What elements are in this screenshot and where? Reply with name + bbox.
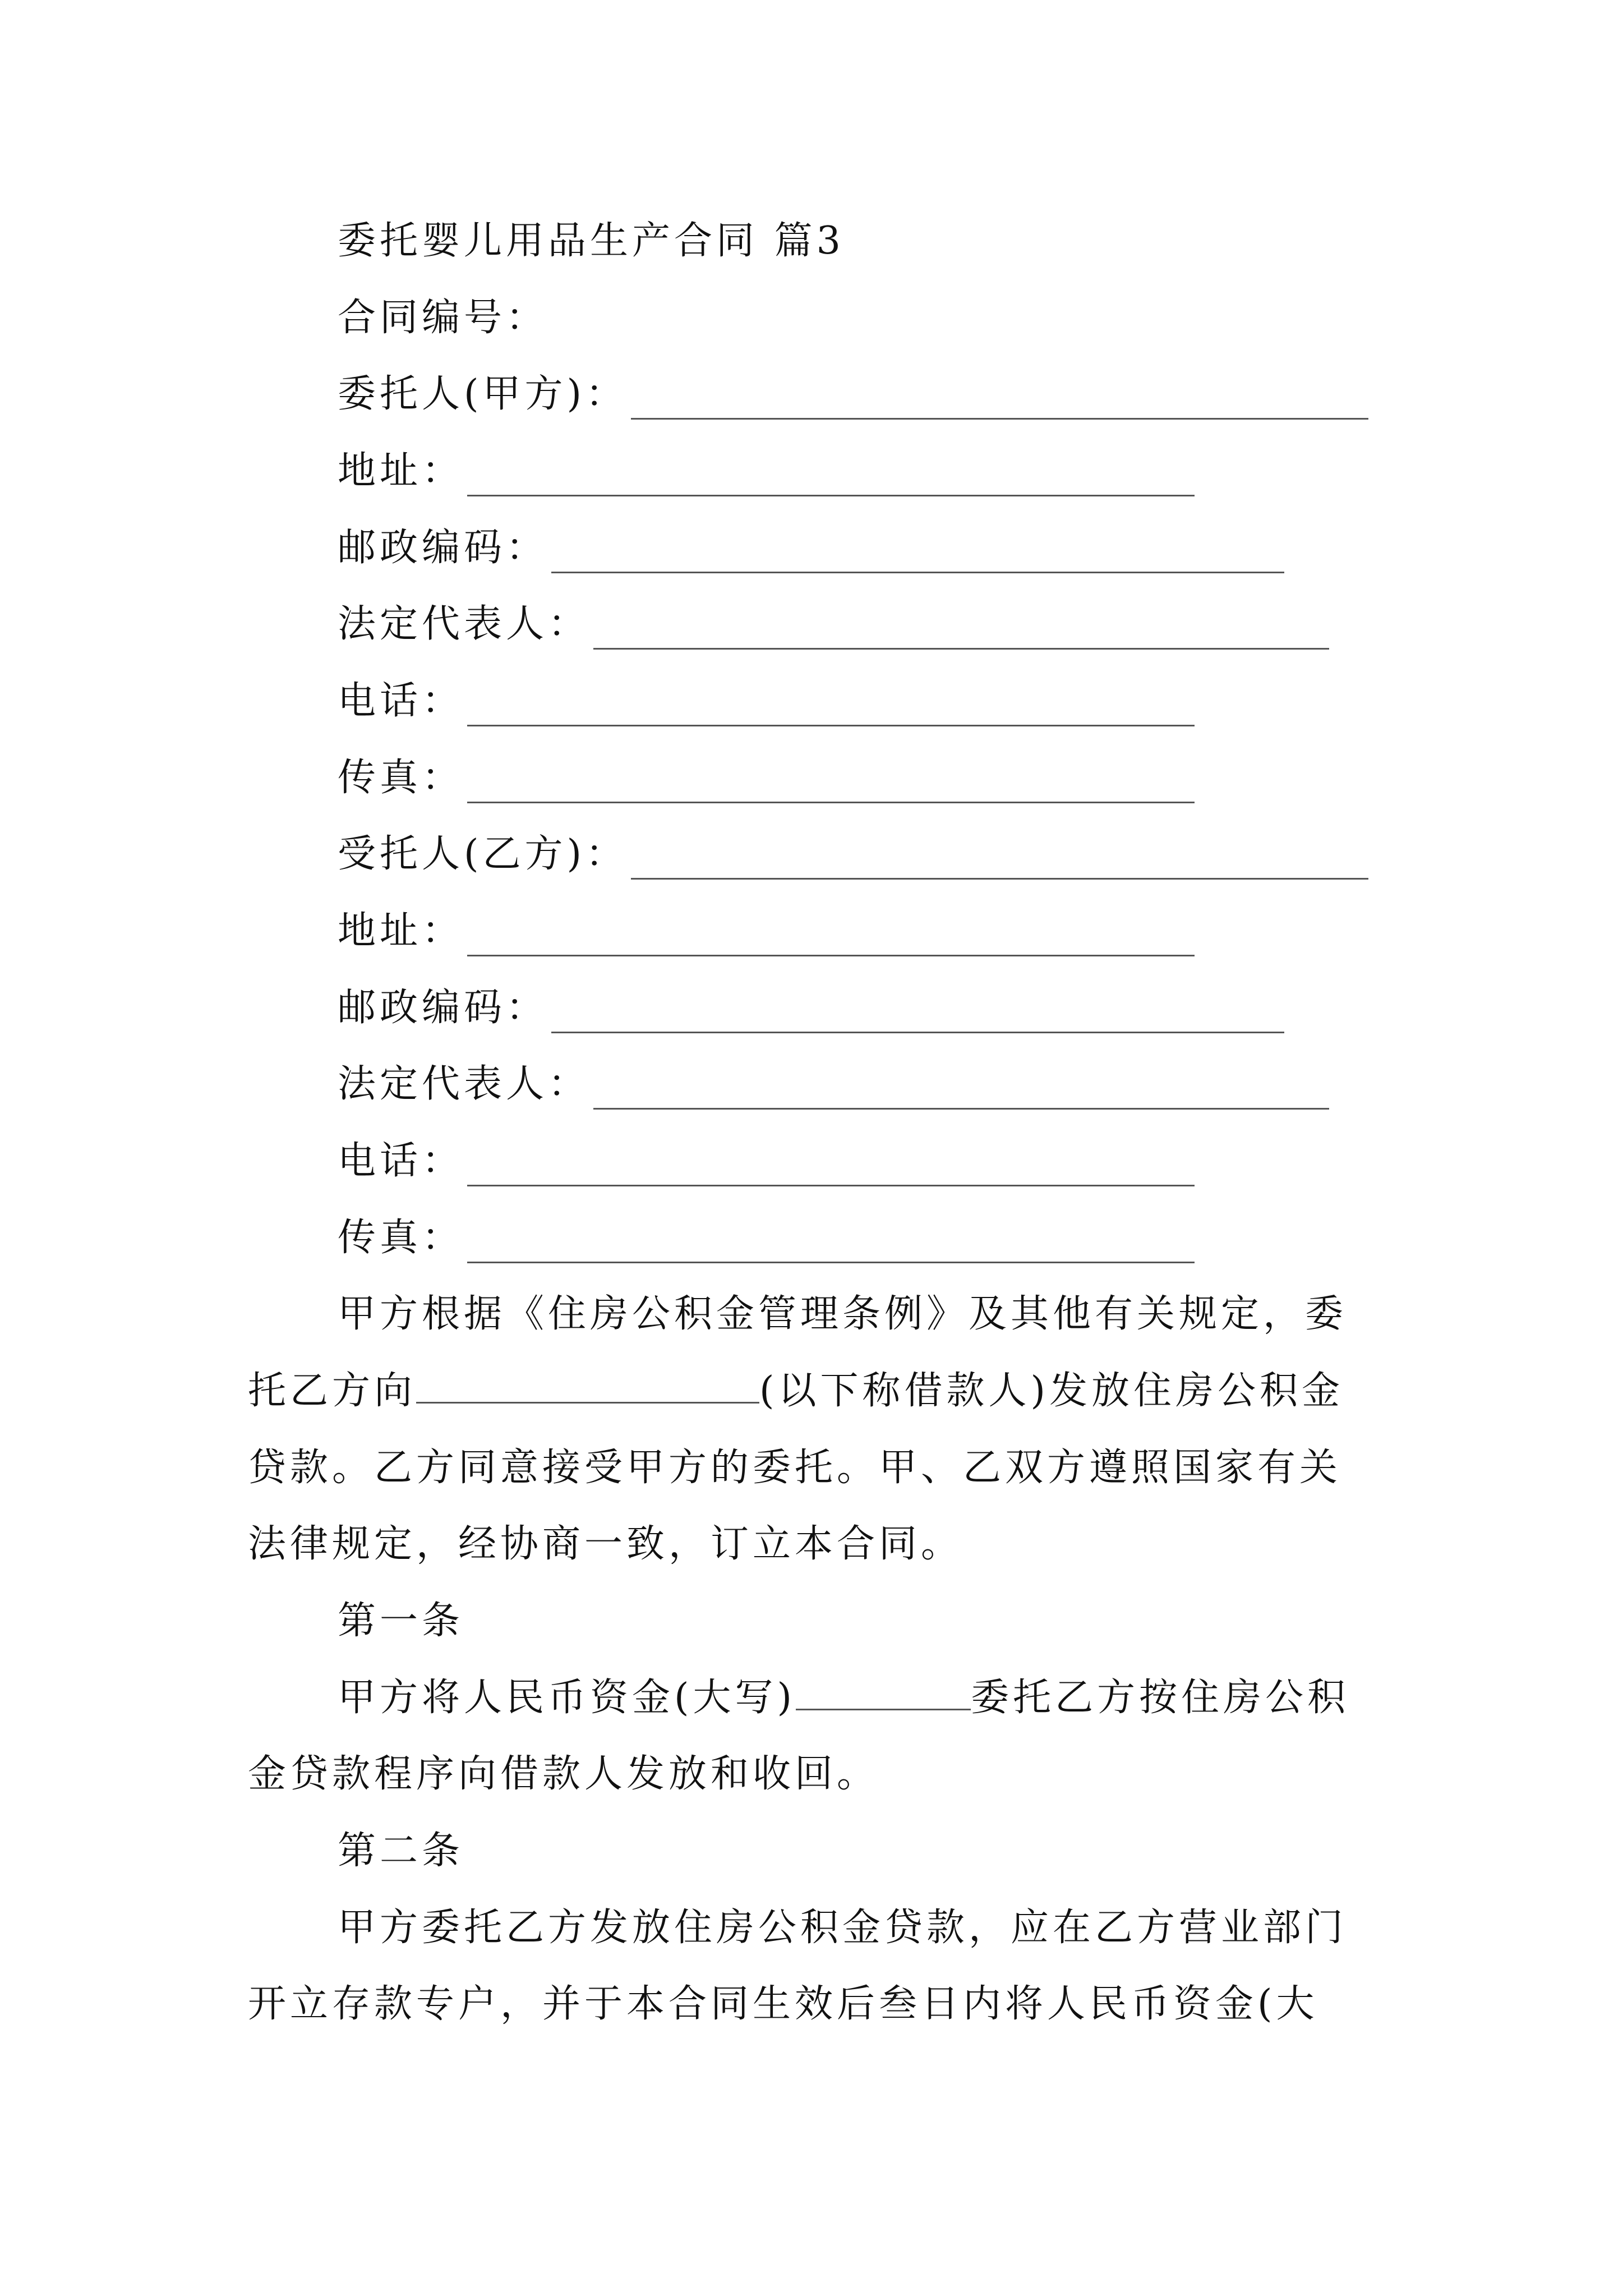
party-b-phone-field [338, 1136, 1195, 1186]
party-a-phone-label: 电话： [338, 679, 464, 723]
party-b-address-label: 地址： [338, 909, 464, 953]
preamble-line-1: 甲方根据《住房公积金管理条例》及其他有关规定，委 [338, 1292, 1348, 1336]
party-b-legal-rep-label: 法定代表人： [338, 1062, 591, 1106]
party-b-phone-label: 电话： [338, 1139, 464, 1183]
party-a-fax-label: 传真： [338, 756, 464, 800]
party-b-phone-blank [467, 1151, 1195, 1186]
party-b-field [338, 829, 1368, 880]
party-b-postcode-label: 邮政编码： [338, 986, 548, 1030]
preamble-line-2 [248, 1366, 1344, 1416]
party-b-postcode-blank [551, 998, 1284, 1033]
contract-number-label: 合同编号： [338, 296, 548, 340]
preamble-line-3: 贷款。乙方同意接受甲方的委托。甲、乙双方遵照国家有关 [248, 1446, 1342, 1490]
party-b-legal-rep-field [338, 1059, 1329, 1110]
party-a-fax-field [338, 753, 1195, 803]
party-a-field [338, 369, 1368, 420]
article-1-line-1 [338, 1673, 1349, 1723]
article-2-line-2: 开立存款专户，并于本合同生效后叁日内将人民币资金(大 [248, 1982, 1318, 2026]
article-2-heading: 第二条 [338, 1829, 464, 1873]
party-a-address-label: 地址： [338, 449, 464, 493]
article-1-line-2: 金贷款程序向借款人发放和收回。 [248, 1752, 879, 1796]
party-b-postcode-field [338, 983, 1284, 1033]
party-a-legal-rep-blank [593, 614, 1329, 650]
borrower-blank [416, 1367, 759, 1404]
party-a-address-field [338, 446, 1195, 496]
party-a-postcode-blank [551, 538, 1284, 573]
party-a-phone-field [338, 676, 1195, 726]
party-b-fax-field [338, 1213, 1195, 1263]
article-1-heading: 第一条 [338, 1599, 464, 1643]
party-b-blank [631, 844, 1368, 880]
party-a-phone-blank [467, 691, 1195, 726]
party-b-label: 受托人(乙方)： [338, 832, 628, 876]
party-b-fax-blank [467, 1228, 1195, 1263]
party-a-postcode-label: 邮政编码： [338, 526, 548, 570]
article-1-line-1-end: 委托乙方按住房公积 [971, 1676, 1350, 1720]
party-a-blank [631, 384, 1368, 420]
party-b-legal-rep-blank [593, 1074, 1329, 1110]
party-a-fax-blank [467, 768, 1195, 803]
document-title: 委托婴儿用品生产合同 篇3 [338, 219, 845, 263]
preamble-line-2-start: 托乙方向 [248, 1369, 417, 1413]
article-1-line-1-start: 甲方将人民币资金(大写) [338, 1676, 796, 1720]
amount-blank [796, 1674, 971, 1710]
party-a-label: 委托人(甲方)： [338, 372, 628, 416]
party-a-address-blank [467, 461, 1195, 496]
party-a-legal-rep-label: 法定代表人： [338, 602, 591, 646]
preamble-line-2-end: (以下称借款人)发放住房公积金 [759, 1369, 1344, 1413]
article-2-line-1: 甲方委托乙方发放住房公积金贷款，应在乙方营业部门 [338, 1906, 1348, 1950]
party-a-postcode-field [338, 523, 1284, 573]
preamble-line-4: 法律规定，经协商一致，订立本合同。 [248, 1522, 963, 1566]
party-b-address-field [338, 906, 1195, 956]
party-b-address-blank [467, 921, 1195, 956]
party-a-legal-rep-field [338, 599, 1329, 650]
party-b-fax-label: 传真： [338, 1216, 464, 1260]
